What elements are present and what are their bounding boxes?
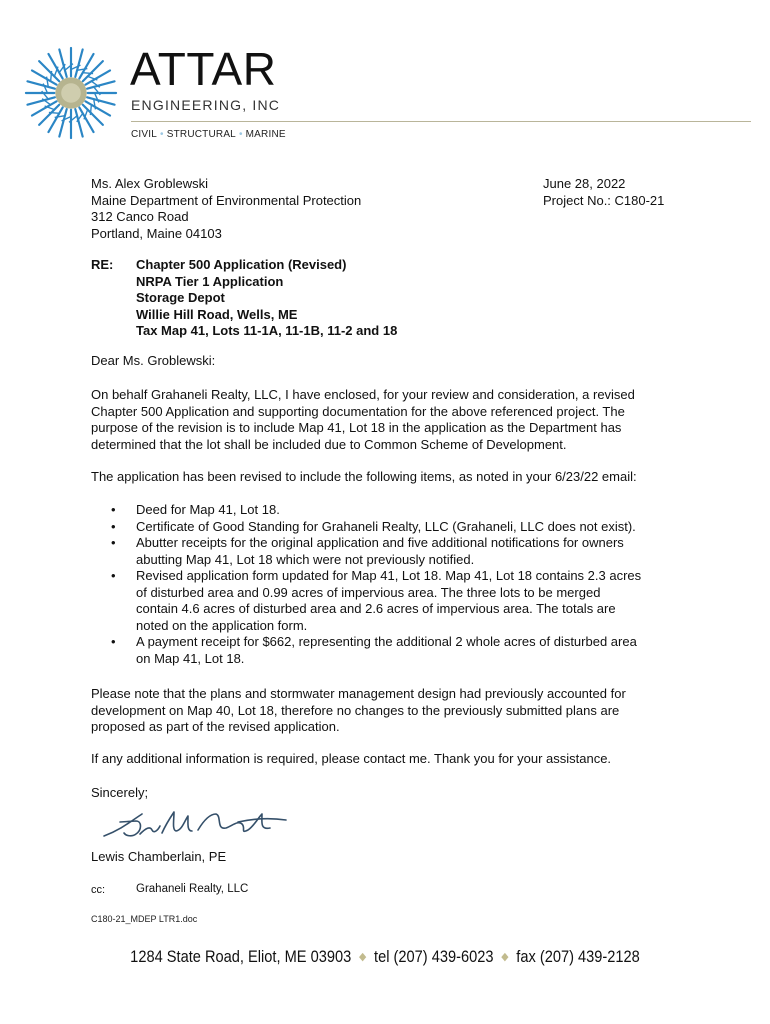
list-item-line: of disturbed area and 0.99 acres of impervious area. The three lots to be merged (136, 584, 601, 600)
bullet-icon: • (111, 535, 116, 550)
list-item-line: noted on the application form. (136, 617, 308, 633)
bullet-icon: • (111, 634, 116, 649)
signature-image (90, 800, 290, 850)
paragraph-line: purpose of the revision is to include Map 41, Lot 18 in the application as the Department has (91, 420, 622, 435)
list-item (111, 568, 641, 634)
paragraph-line: On behalf Grahaneli Realty, LLC, I have enclosed, for your review and consideration, a revised (91, 387, 635, 402)
project-number: Project No.: C180-21 (543, 192, 665, 208)
list-item-line: Certificate of Good Standing for Grahaneli Realty, LLC (Grahaneli, LLC does not exist). (136, 518, 636, 534)
recipient-address (91, 176, 361, 242)
list-item-line: abutting Map 41, Lot 18 which were not previously notified. (136, 551, 475, 567)
list-item-line: on Map 41, Lot 18. (136, 650, 245, 666)
re-line: Chapter 500 Application (Revised) (136, 257, 347, 272)
bullet-icon: • (111, 502, 116, 517)
date-block (543, 176, 664, 209)
re-line: Willie Hill Road, Wells, ME (136, 306, 298, 322)
header-divider (131, 121, 751, 122)
tagline-structural: STRUCTURAL (166, 129, 236, 140)
footer-address: 1284 State Road, Eliot, ME 03903 (130, 947, 352, 966)
list-item (111, 634, 641, 667)
footer-tel: tel (207) 439-6023 (374, 947, 494, 966)
file-reference: C180-21_MDEP LTR1.doc (91, 914, 198, 924)
paragraph-items-intro: The application has been revised to include the following items, as noted in your 6/23/22 email: (91, 469, 637, 484)
paragraph-line: Please note that the plans and stormwater management design had previously accounted for (91, 686, 626, 701)
paragraph-line: determined that the lot shall be included due to Common Scheme of Development. (91, 436, 567, 452)
paragraph-intro (91, 387, 691, 453)
diamond-separator-icon: ◆ (358, 951, 367, 963)
company-subtitle: ENGINEERING, INC (131, 97, 281, 113)
closing: Sincerely; (91, 785, 149, 800)
paragraph-contact: If any additional information is required, please contact me. Thank you for your assistance. (91, 751, 612, 766)
list-item (111, 535, 641, 568)
enclosure-list (111, 502, 641, 667)
footer-fax: fax (207) 439-2128 (516, 947, 640, 966)
diamond-separator-icon: ◆ (501, 951, 509, 963)
list-item-line: contain 4.6 acres of disturbed area and 2.6 acres of impervious area. The totals are (136, 601, 616, 616)
list-item (111, 519, 641, 536)
salutation: Dear Ms. Groblewski: (91, 353, 216, 368)
starburst-logo-icon (22, 44, 120, 142)
letter-date: June 28, 2022 (543, 176, 626, 191)
re-label: RE: (91, 257, 114, 272)
recipient-city: Portland, Maine 04103 (91, 225, 222, 241)
list-item (111, 502, 641, 519)
paragraph-line: proposed as part of the revised application. (91, 719, 340, 734)
recipient-organization: Maine Department of Environmental Protection (91, 192, 362, 208)
signer-name: Lewis Chamberlain, PE (91, 849, 227, 864)
cc-label: cc: (91, 884, 106, 896)
tagline-separator: • (238, 129, 243, 140)
footer-contact (54, 945, 716, 971)
re-subject (136, 257, 397, 340)
bullet-icon: • (111, 518, 116, 534)
list-item-line: Abutter receipts for the original application and five additional notifications for owners (136, 535, 624, 550)
tagline-civil: CIVIL (131, 129, 158, 140)
list-item-line: A payment receipt for $662, representing the additional 2 whole acres of disturbed area (136, 634, 637, 649)
cc-recipient: Grahaneli Realty, LLC (136, 883, 249, 895)
tagline-marine: MARINE (245, 129, 286, 140)
list-item-line: Deed for Map 41, Lot 18. (136, 502, 280, 517)
paragraph-plans-note (91, 686, 626, 736)
company-tagline (131, 128, 286, 142)
re-line: NRPA Tier 1 Application (136, 273, 284, 289)
recipient-street: 312 Canco Road (91, 209, 189, 224)
recipient-name: Ms. Alex Groblewski (91, 176, 209, 191)
paragraph-line: Chapter 500 Application and supporting documentation for the above referenced project. The (91, 403, 625, 419)
company-name: ATTAR (130, 43, 277, 95)
paragraph-line: development on Map 40, Lot 18, therefore no changes to the previously submitted plans are (91, 702, 620, 718)
list-item-line: Revised application form updated for Map 41, Lot 18. Map 41, Lot 18 contains 2.3 acres (136, 568, 642, 583)
re-line: Storage Depot (136, 290, 225, 305)
tagline-separator: • (160, 129, 164, 140)
re-line: Tax Map 41, Lots 11-1A, 11-1B, 11-2 and 18 (136, 323, 398, 338)
bullet-icon: • (111, 568, 116, 583)
